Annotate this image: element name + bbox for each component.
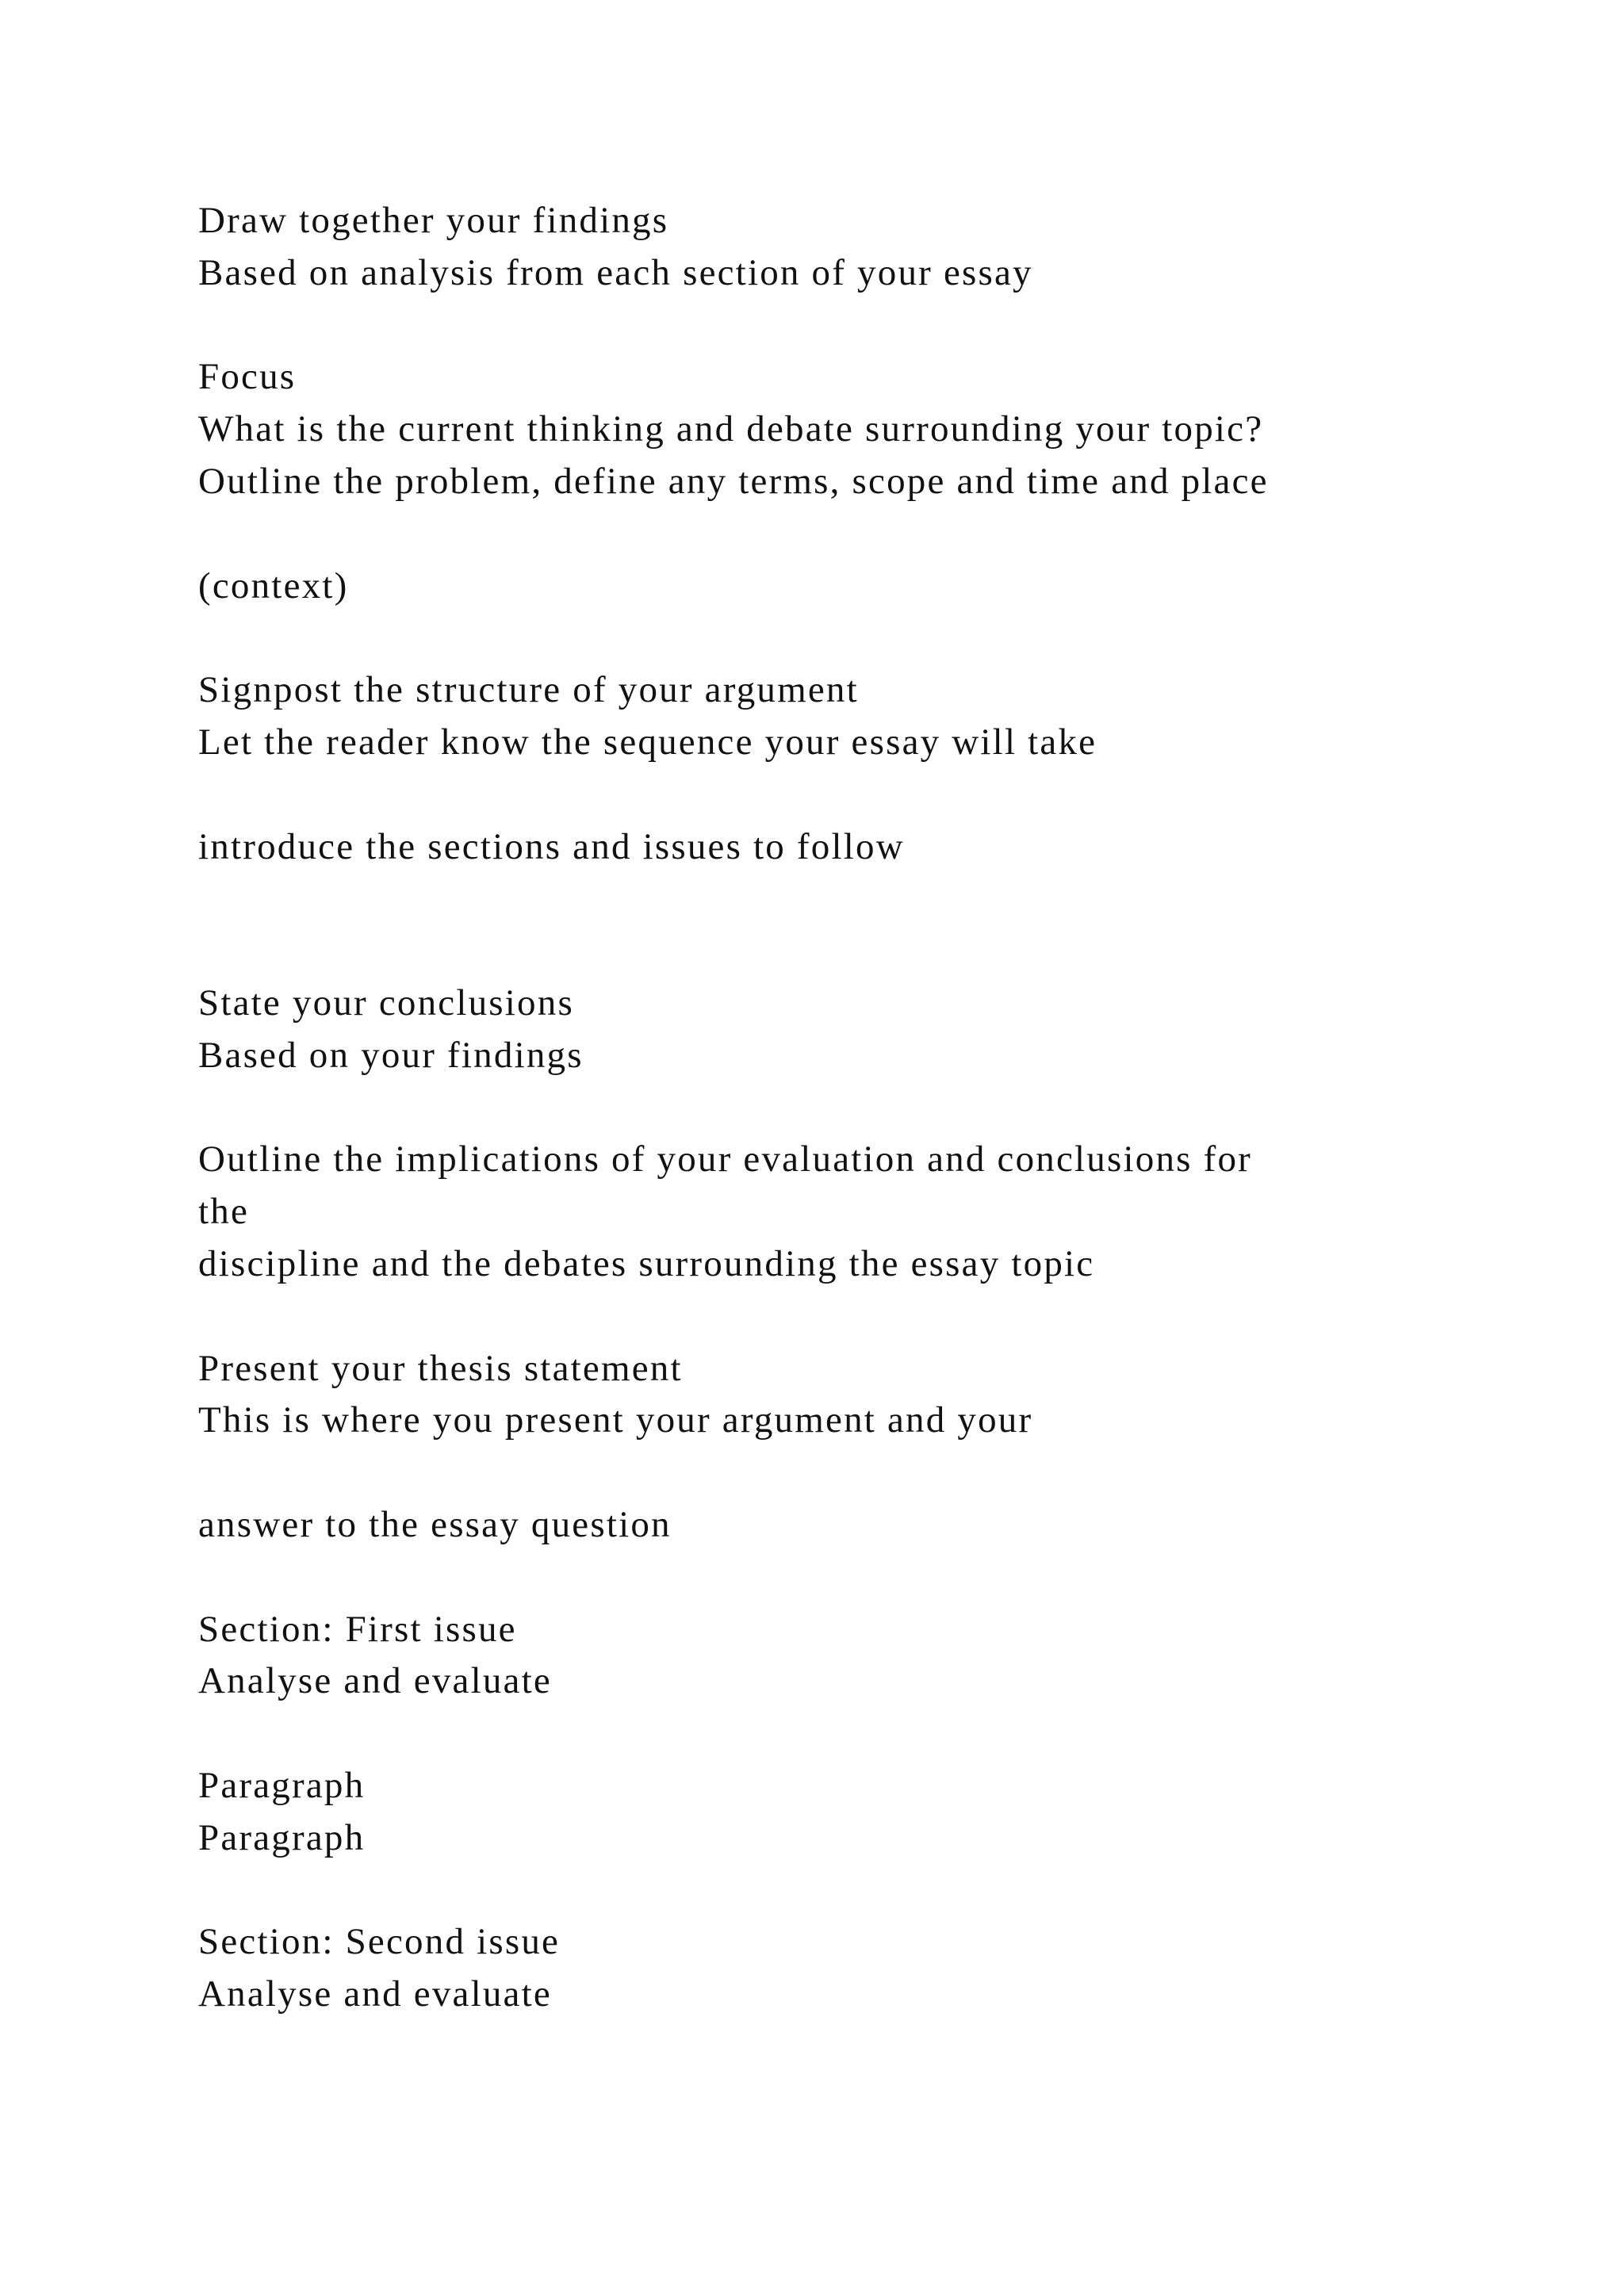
blank-line <box>198 1865 1546 1917</box>
text-line: Outline the implications of your evaluation and conclusions for <box>198 1138 1252 1181</box>
blank-line <box>198 612 1546 664</box>
text-line: Focus <box>198 356 297 398</box>
text-line: Based on analysis from each section of your essay <box>198 251 1033 293</box>
text-line: Based on your findings <box>198 1034 584 1076</box>
text-line: discipline and the debates surrounding the essay topic <box>198 1242 1095 1284</box>
blank-line <box>198 300 1546 352</box>
blank-line <box>198 873 1546 978</box>
blank-line <box>198 1708 1546 1760</box>
text-line: Paragraph <box>198 1816 366 1858</box>
text-line: This is where you present your argument and your <box>198 1399 1033 1441</box>
blank-line <box>198 769 1546 821</box>
text-line: State your conclusions <box>198 982 574 1024</box>
blank-line <box>198 1447 1546 1499</box>
text-line: Signpost the structure of your argument <box>198 669 859 711</box>
text-line: the <box>198 1191 250 1233</box>
text-line: What is the current thinking and debate surrounding your topic? <box>198 408 1264 450</box>
text-line: Section: First issue <box>198 1608 517 1650</box>
blank-line <box>198 1552 1546 1604</box>
text-line: (context) <box>198 564 349 607</box>
blank-line <box>198 1291 1546 1343</box>
blank-line <box>198 1082 1546 1135</box>
document-body <box>198 195 1546 2021</box>
text-line: Section: Second issue <box>198 1921 561 1963</box>
blank-line <box>198 508 1546 561</box>
text-line: Analyse and evaluate <box>198 1660 552 1702</box>
text-line: Let the reader know the sequence your essay will take <box>198 721 1097 763</box>
text-line: introduce the sections and issues to follow <box>198 825 905 867</box>
text-line: Analyse and evaluate <box>198 1973 552 2015</box>
text-line: Present your thesis statement <box>198 1347 683 1389</box>
text-line: Outline the problem, define any terms, scope and time and place <box>198 460 1269 502</box>
text-line: Paragraph <box>198 1764 366 1806</box>
text-line: Draw together your findings <box>198 200 669 241</box>
text-line: answer to the essay question <box>198 1503 672 1545</box>
